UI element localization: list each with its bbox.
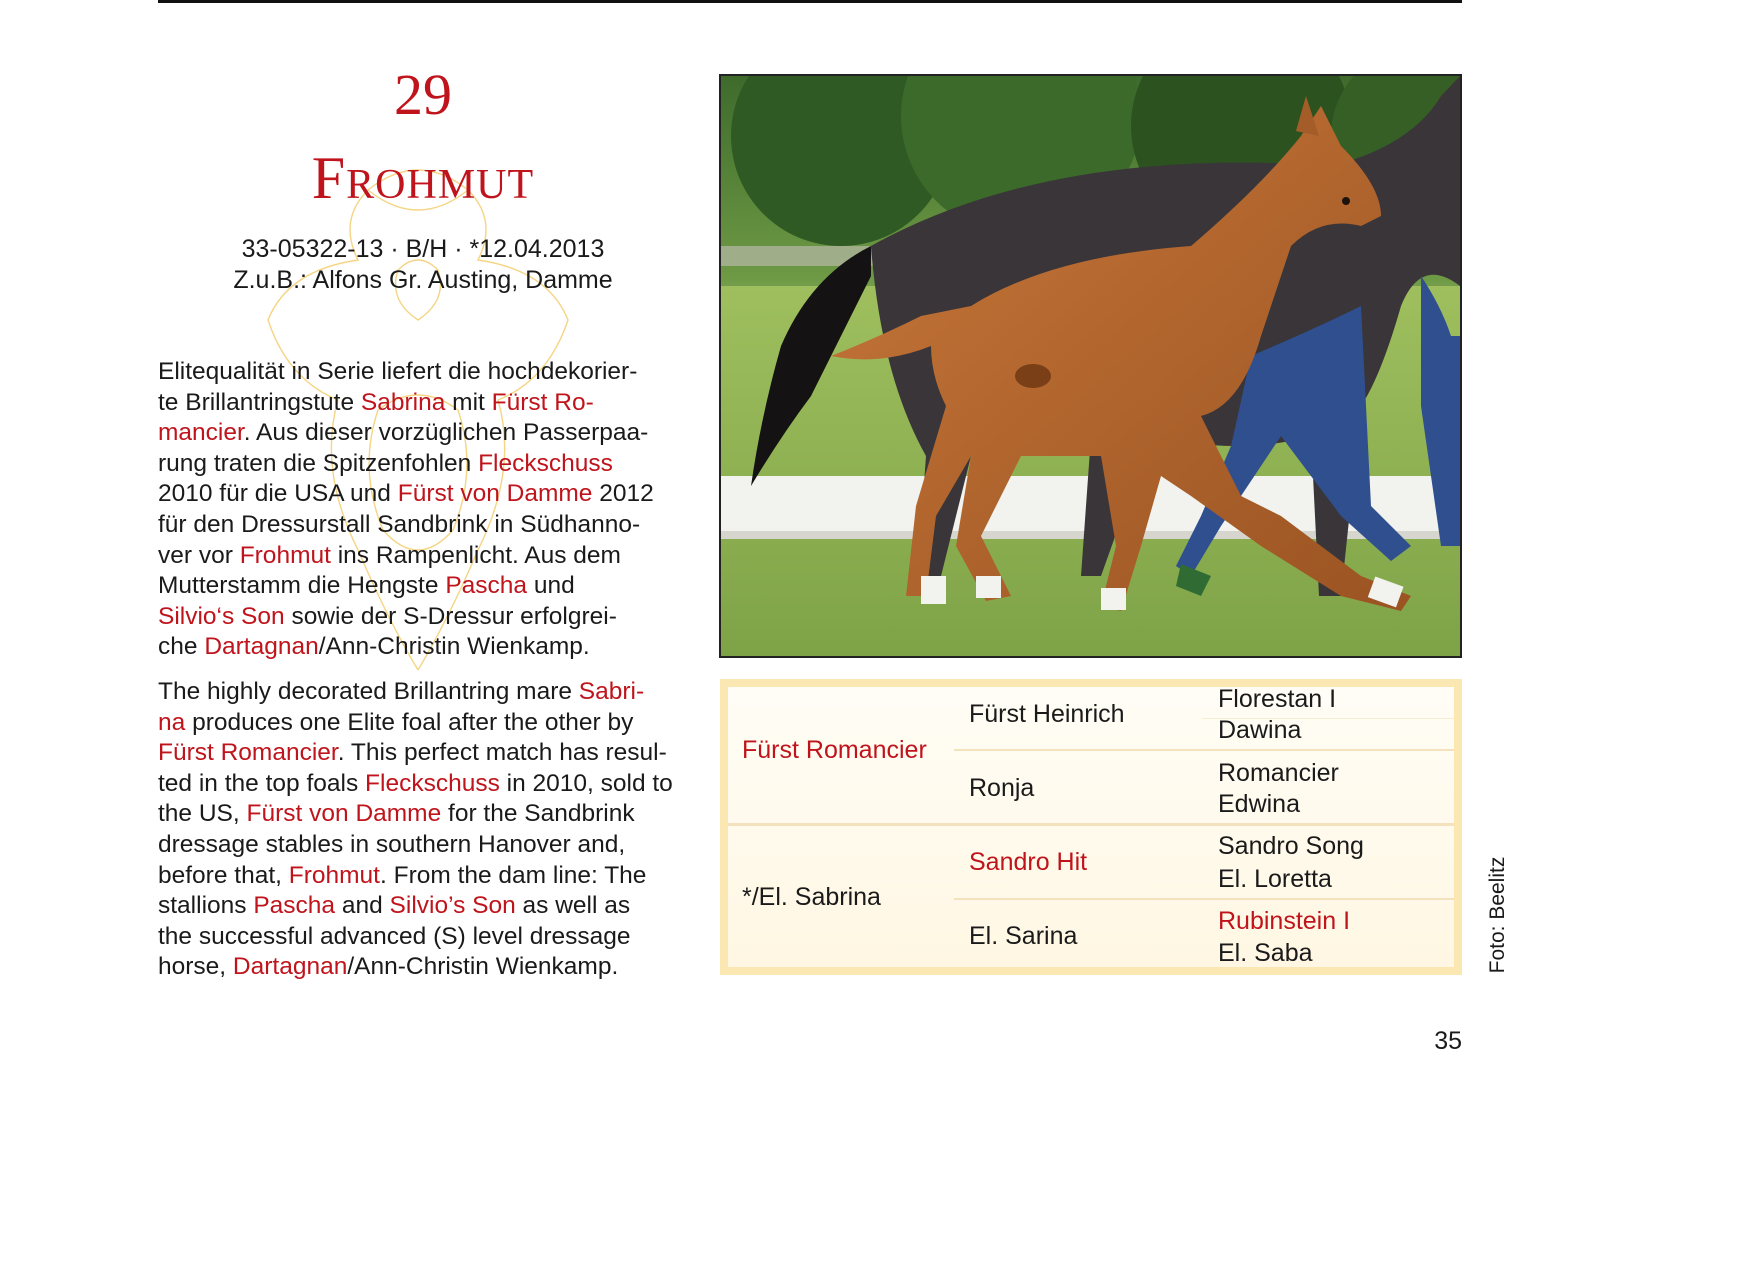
registration-line: 33-05322-13 · B/H · *12.04.2013 xyxy=(241,235,605,263)
photo-credit xyxy=(1478,850,1518,980)
pedigree-g3-6: El. Loretta xyxy=(1218,865,1332,893)
pedigree-panel xyxy=(728,687,1454,967)
breeder-line: Z.u.B.: Alfons Gr. Austing, Damme xyxy=(233,266,613,294)
pedigree-g3-7: Rubinstein I xyxy=(1218,907,1351,935)
pedigree-g3-2: Dawina xyxy=(1218,716,1302,744)
pedigree-g3-1: Florestan I xyxy=(1218,685,1337,713)
pedigree-dam: */El. Sabrina xyxy=(742,883,881,911)
english-description: The highly decorated Brillantring mare Sabri- na produces one Elite foal after the other by Fürst Romancier. This perfect match has resul- ted in the top foals Fleckschuss in 2010, sold to the US, Fürst von Damme for the Sandbrink dressage stables in southern Hanover and, before that, Frohmut. From the dam line: The stallions Pascha and Silvio’s Son as well as the successful advanced (S) level dressage horse, Dartagnan/Ann-Christin Wienkamp. xyxy=(158,678,673,981)
foal-and-mare-illustration xyxy=(721,76,1460,656)
pedigree-divider xyxy=(954,749,1454,751)
photo-credit-text: Foto: Beelitz xyxy=(1486,856,1509,974)
pedigree-divider xyxy=(728,823,1454,826)
pedigree-table xyxy=(720,679,1462,975)
pedigree-sire-sire: Fürst Heinrich xyxy=(969,700,1125,728)
pedigree-g3-8: El. Saba xyxy=(1218,939,1313,967)
lot-number: 29 xyxy=(394,62,452,127)
pedigree-g3-5: Sandro Song xyxy=(1218,832,1364,860)
pedigree-g3-4: Edwina xyxy=(1218,790,1300,818)
horse-photo xyxy=(719,74,1462,658)
top-rule xyxy=(158,0,1462,3)
pedigree-dam-sire: Sandro Hit xyxy=(969,848,1088,876)
pedigree-sire: Fürst Romancier xyxy=(742,736,927,764)
page-number: 35 xyxy=(1434,1027,1462,1055)
german-description: Elitequalität in Serie liefert die hochdekorier- te Brillantringstute Sabrina mit Fürst Ro- mancier. Aus dieser vorzüglichen Passerpaa- rung traten die Spitzenfohlen Fleckschuss 2010 für die USA und Fürst von Damme 2012 für den Dressurstall Sandbrink in Südhanno- ver vor Frohmut ins Rampenlicht. Aus dem Mutterstamm die Hengste Pascha und Silvio‘s Son sowie der S-Dressur erfolgrei- che Dartagnan/Ann-Christin Wienkamp. xyxy=(158,358,654,661)
pedigree-dam-dam: El. Sarina xyxy=(969,922,1078,950)
pedigree-g3-3: Romancier xyxy=(1218,759,1339,787)
horse-name: Frohmut xyxy=(311,145,535,211)
pedigree-divider xyxy=(954,898,1454,900)
pedigree-sire-dam: Ronja xyxy=(969,774,1035,802)
